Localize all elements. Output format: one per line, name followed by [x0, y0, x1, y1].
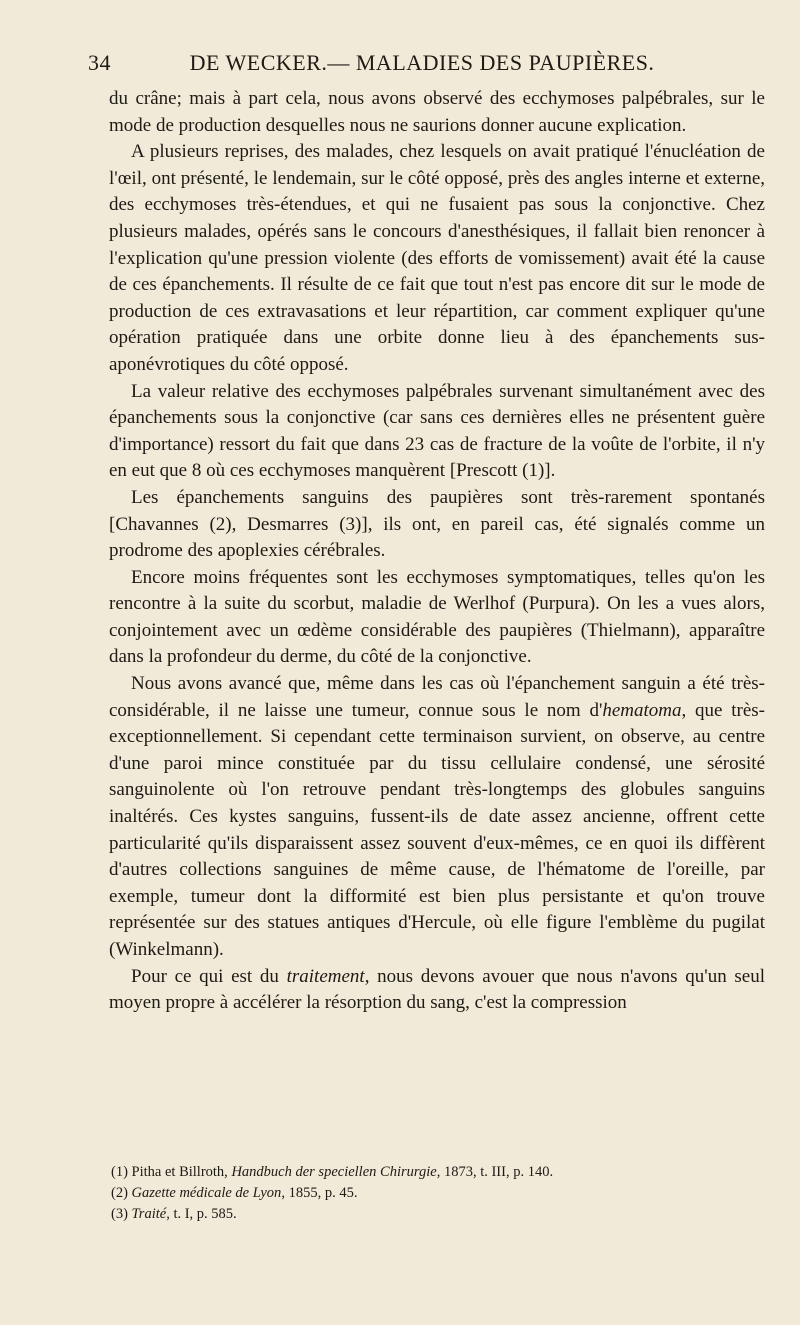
paragraph-continuation: du crâne; mais à part cela, nous avons observé des ecchymoses palpébrales, sur le mode de production desquelles nous ne saurions donner aucune explication. [109, 88, 765, 136]
page-number: 34 [88, 50, 111, 75]
text-run: Nous avons avancé que, même dans les cas où l'épanchement sanguin a été très-considérable, il ne laisse une tumeur, connue sous le nom d' [109, 673, 765, 721]
footnotes [109, 1162, 765, 1225]
paragraph-hematoma [109, 671, 765, 964]
body-text [109, 86, 765, 1017]
footnote [109, 1162, 765, 1183]
footnote-marker: (3) [111, 1206, 128, 1222]
paragraph-traitement [109, 964, 765, 1017]
text-run: , nous devons avouer que nous n'avons qu'un seul moyen propre à accélérer la résorption du sang, c'est la compression [109, 965, 765, 1014]
footnote-marker: (1) [111, 1164, 128, 1180]
paragraph-valeur-relative: La valeur relative des ecchymoses palpébrales survenant simultanément avec des épanchements sous la conjonctive (car sans ces dernières elles ne présentent guère d'importance) ressort du fait que dans 23 cas de fracture de la voûte de l'orbite, il n'y en eut que 8 où ces ecchymoses manquèrent [Prescott (1)]. [109, 380, 765, 482]
paragraph-spontanes: Les épanchements sanguins des paupières sont très-rarement spontanés [Chavannes (2), Desmarres (3)], ils ont, en pareil cas, été signalés comme un prodrome des apoplexies cérébrales. [109, 486, 765, 562]
footnote-work: Handbuch der speciellen Chirurgie [231, 1164, 437, 1180]
footnote-reference: , t. I, p. 585. [166, 1206, 237, 1222]
italic-term-traitement: traitement [286, 965, 365, 987]
footnote-reference: , 1873, t. III, p. 140. [436, 1164, 554, 1180]
footnote-work: Gazette médicale de Lyon [131, 1185, 282, 1201]
footnote-marker: (2) [111, 1185, 128, 1201]
text-run: Pour ce qui est du [131, 965, 287, 987]
paragraph-symptomatiques: Encore moins fréquentes sont les ecchymoses symptomatiques, telles qu'on les rencontre à la suite du scorbut, maladie de Werlhof (Purpura). On les a vues alors, conjointement avec un œdème considérable des paupières (Thielmann), apparaître dans la profondeur du derme, du côté de la conjonctive. [109, 566, 765, 668]
footnote-reference: , 1855, p. 45. [281, 1185, 358, 1201]
italic-term-hematoma: hematoma [602, 699, 682, 721]
footnote [109, 1183, 765, 1204]
running-header [88, 50, 756, 78]
footnote-work: Traité [131, 1206, 167, 1222]
footnote-author: Pitha et Billroth, [127, 1164, 232, 1180]
text-run: , que très-exceptionnellement. Si cependant cette terminaison survient, on observe, au centre d'une paroi mince constituée par du tissu cellulaire condensé, une sérosité sanguinolente où l'on retrouve pendant très-longtemps des globules sanguins inaltérés. Ces kystes sanguins, fussent-ils de date assez ancienne, offrent cette particularité qu'ils disparaissent assez souvent d'eux-mêmes, ce en quoi ils diffèrent d'autres collections sanguines de même cause, de l'hématome de l'oreille, par exemple, tumeur dont la difformité est bien plus persistante et qu'on trouve représentée sur des statues antiques d'Hercule, où elle figure l'emblème du pugilat (Winkelmann). [109, 699, 765, 960]
footnote [109, 1204, 765, 1225]
paragraph-enucleation: A plusieurs reprises, des malades, chez lesquels on avait pratiqué l'énucléation de l'œil, ont présenté, le lendemain, sur le côté opposé, près des angles interne et externe, des ecchymoses très-étendues, et qui ne fusaient pas sous la conjonctive. Chez plusieurs malades, opérés sans le concours d'anesthésiques, il fallait bien renoncer à l'explication qu'une pression violente (des efforts de vomissement) avait été la cause de ces épanchements. Il résulte de ce fait que tout n'est pas encore dit sur le mode de production de ces extravasations et leur répartition, car comment expliquer qu'une opération pratiquée dans une orbite donne lieu à des épanchements sus-aponévrotiques du côté opposé. [109, 141, 765, 375]
running-title: DE WECKER.— MALADIES DES PAUPIÈRES. [189, 50, 655, 75]
